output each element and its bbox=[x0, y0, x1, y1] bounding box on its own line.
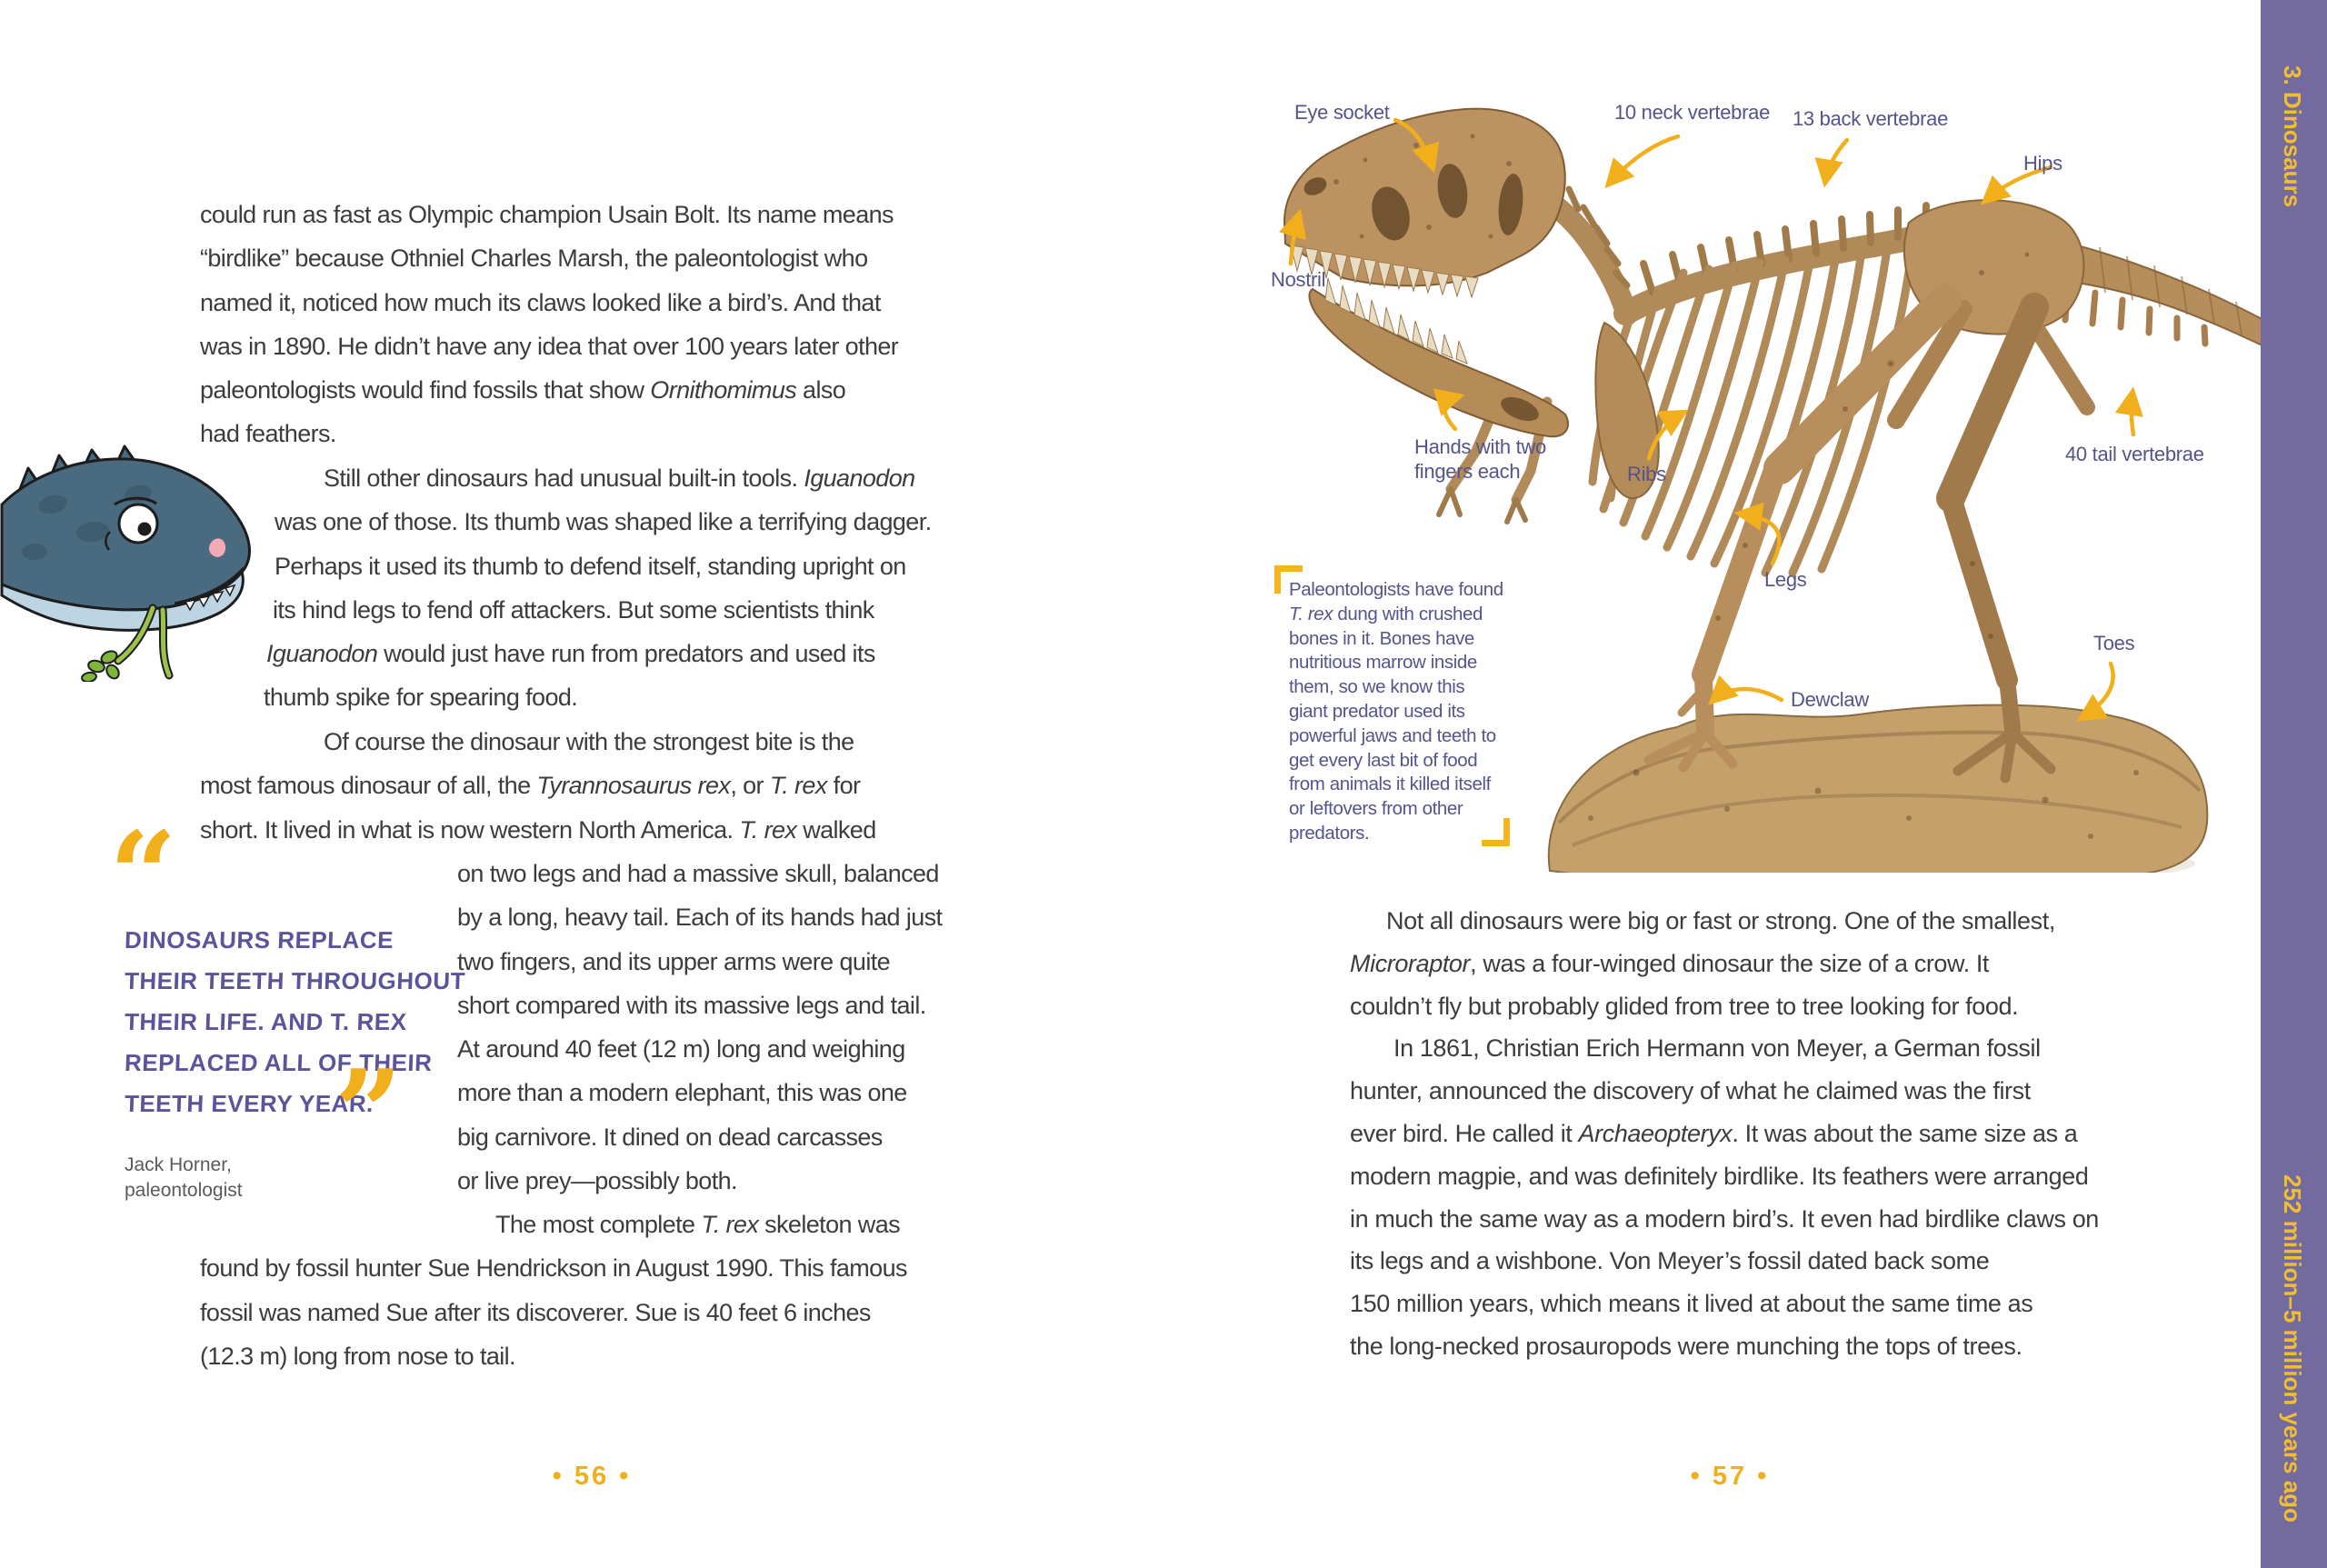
text-line: or live prey—possibly both. bbox=[457, 1167, 737, 1195]
label-neck-vertebrae: 10 neck vertebrae bbox=[1614, 101, 1771, 124]
text-line: the long-necked prosauropods were munching the tops of trees. bbox=[1350, 1332, 2022, 1360]
text-line: Perhaps it used its thumb to defend itself, standing upright on bbox=[275, 552, 906, 580]
text-line: At around 40 feet (12 m) long and weighing bbox=[457, 1035, 905, 1064]
text-line: REPLACED ALL OF THEIR bbox=[124, 1049, 433, 1076]
text-line: from animals it killed itself bbox=[1289, 774, 1491, 795]
text-line: its legs and a wishbone. Von Meyer’s fossil dated back some bbox=[1350, 1247, 1990, 1275]
text-line: Still other dinosaurs had unusual built-in tools. Iguanodon bbox=[324, 464, 915, 492]
note-bracket-bottom-right-icon bbox=[1482, 818, 1510, 846]
text-line: ever bird. He called it Archaeopteryx. It was about the same size as a bbox=[1350, 1119, 2078, 1147]
text-line: short. It lived in what is now western North America. T. rex walked bbox=[200, 815, 876, 844]
text-line: in much the same way as a modern bird’s. It even had birdlike claws on bbox=[1350, 1204, 2099, 1233]
label-dewclaw: Dewclaw bbox=[1791, 688, 1869, 711]
text-line: nutritious marrow inside bbox=[1289, 652, 1477, 674]
page-number-56: • 56 • bbox=[552, 1462, 632, 1491]
text-line: couldn’t fly but probably glided from tree to tree looking for food. bbox=[1350, 992, 2019, 1020]
text-line: Paleontologists have found bbox=[1289, 579, 1503, 600]
text-line: THEIR LIFE. AND T. REX bbox=[124, 1008, 408, 1035]
text-line: short compared with its massive legs and tail. bbox=[457, 991, 926, 1019]
text-line: get every last bit of food bbox=[1289, 749, 1478, 771]
paragraph-ornithomimus bbox=[200, 193, 898, 456]
page-number-57: • 57 • bbox=[1690, 1462, 1770, 1491]
text-line: or leftovers from other bbox=[1289, 798, 1463, 820]
pull-quote bbox=[125, 920, 465, 1124]
text-line: on two legs and had a massive skull, balanced bbox=[457, 860, 939, 887]
text-line: Jack Horner, bbox=[125, 1154, 232, 1175]
text-line: The most complete T. rex skeleton was bbox=[495, 1211, 901, 1238]
text-line: most famous dinosaur of all, the Tyrannosaurus rex, or T. rex for bbox=[200, 772, 861, 800]
paragraph-microraptor-archaeopteryx bbox=[1350, 900, 2099, 1368]
label-tail-vertebrae: 40 tail vertebrae bbox=[2065, 443, 2204, 465]
text-line: its hind legs to fend off attackers. But some scientists think bbox=[273, 595, 874, 624]
paragraph-trex-intro bbox=[200, 720, 876, 852]
text-line: had feathers. bbox=[200, 420, 336, 448]
text-line: Iguanodon would just have run from predators and used its bbox=[266, 640, 875, 668]
open-quote-icon: “ bbox=[109, 805, 177, 944]
text-line: (12.3 m) long from nose to tail. bbox=[200, 1342, 515, 1370]
text-line: bones in it. Bones have bbox=[1289, 627, 1474, 649]
text-line: predators. bbox=[1289, 822, 1370, 844]
label-eye-socket: Eye socket bbox=[1294, 101, 1390, 124]
text-line: “birdlike” because Othniel Charles Marsh, the paleontologist who bbox=[200, 245, 868, 273]
text-line: was in 1890. He didn’t have any idea that over 100 years later other bbox=[200, 332, 899, 360]
text-line: big carnivore. It dined on dead carcasses bbox=[457, 1123, 883, 1151]
text-line: modern magpie, and was definitely birdlike. Its feathers were arranged bbox=[1350, 1162, 2089, 1190]
text-line: found by fossil hunter Sue Hendrickson in August 1990. This famous bbox=[200, 1254, 907, 1283]
quote-attribution bbox=[125, 1153, 243, 1203]
text-line: named it, noticed how much its claws looked like a bird’s. And that bbox=[200, 288, 881, 316]
text-line: giant predator used its bbox=[1289, 700, 1465, 722]
text-line: THEIR TEETH THROUGHOUT bbox=[124, 967, 466, 994]
text-line: paleontologists would find fossils that show Ornithomimus also bbox=[200, 376, 846, 404]
text-line: powerful jaws and teeth to bbox=[1289, 724, 1496, 746]
label-hips: Hips bbox=[2023, 152, 2062, 175]
paragraph-iguanodon bbox=[200, 456, 932, 720]
text-line: Not all dinosaurs were big or fast or strong. One of the smallest, bbox=[1386, 907, 2055, 934]
fact-note bbox=[1289, 578, 1503, 846]
text-line: could run as fast as Olympic champion Usain Bolt. Its name means bbox=[200, 201, 894, 228]
text-line: was one of those. Its thumb was shaped like a terrifying dagger. bbox=[275, 508, 932, 536]
label-toes: Toes bbox=[2093, 632, 2135, 654]
text-line: hunter, announced the discovery of what he claimed was the first bbox=[1350, 1077, 2031, 1105]
text-line: DINOSAURS REPLACE bbox=[124, 926, 394, 954]
text-line: two fingers, and its upper arms were quite bbox=[457, 947, 891, 975]
label-nostril: Nostril bbox=[1271, 268, 1326, 291]
text-line: T. rex dung with crushed bbox=[1289, 603, 1483, 624]
text-line: TEETH EVERY YEAR. bbox=[124, 1090, 375, 1117]
label-back-vertebrae: 13 back vertebrae bbox=[1793, 107, 1949, 130]
text-line: paleontologist bbox=[125, 1180, 243, 1201]
label-legs: Legs bbox=[1764, 568, 1807, 591]
text-line: by a long, heavy tail. Each of its hands had just bbox=[457, 904, 943, 932]
paragraph-trex-wrapped bbox=[457, 852, 942, 1203]
chapter-edge-bar bbox=[2261, 0, 2327, 1568]
text-line: In 1861, Christian Erich Hermann von Meyer, a German fossil bbox=[1393, 1034, 2041, 1063]
paragraph-sue bbox=[200, 1203, 907, 1378]
text-line: more than a modern elephant, this was one bbox=[457, 1079, 907, 1107]
text-line: 150 million years, which means it lived at about the same time as bbox=[1350, 1290, 2033, 1318]
text-line: thumb spike for spearing food. bbox=[264, 684, 578, 712]
text-line: Of course the dinosaur with the strongest bite is the bbox=[324, 728, 854, 755]
text-line: Microraptor, was a four-winged dinosaur the size of a crow. It bbox=[1350, 949, 1990, 977]
label-hands: Hands with two fingers each bbox=[1414, 435, 1546, 483]
text-line: them, so we know this bbox=[1289, 676, 1465, 698]
chapter-title: 3. Dinosaurs bbox=[2279, 65, 2306, 208]
close-quote-icon: ” bbox=[335, 1044, 403, 1183]
label-ribs: Ribs bbox=[1627, 463, 1666, 485]
chapter-timeline: 252 million–5 million years ago bbox=[2279, 1174, 2306, 1523]
text-line: fossil was named Sue after its discoverer. Sue is 40 feet 6 inches bbox=[200, 1298, 871, 1326]
